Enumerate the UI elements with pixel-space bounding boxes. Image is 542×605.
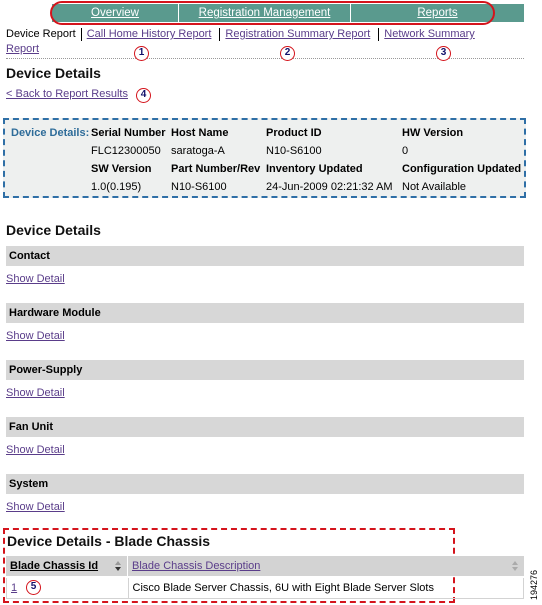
header-inventory-updated: Inventory Updated (266, 163, 363, 175)
show-detail-hardware-module-link[interactable]: Show Detail (6, 330, 65, 342)
header-hw-version: HW Version (402, 127, 464, 139)
show-detail-power-supply-link[interactable]: Show Detail (6, 387, 65, 399)
blade-chassis-id-link[interactable]: 1 (11, 582, 18, 594)
value-product-id: N10-S6100 (266, 145, 322, 157)
header-host-name: Host Name (171, 127, 229, 139)
sort-arrows-icon[interactable] (511, 560, 519, 572)
callout-number-5: 5 (26, 580, 41, 595)
separator (378, 28, 379, 41)
section-header-hardware-module: Hardware Module (6, 303, 524, 323)
value-host-name: saratoga-A (171, 145, 225, 157)
page-title: Device Details (6, 65, 101, 81)
column-label: Blade Chassis Id (10, 560, 99, 572)
figure-number: 194276 (529, 569, 539, 600)
separator (219, 28, 220, 41)
tab-registration-management[interactable]: Registration Management (179, 4, 351, 22)
callout-number-1: 1 (134, 46, 149, 61)
blade-chassis-table-header (6, 556, 524, 576)
column-header-blade-chassis-description[interactable] (128, 556, 524, 576)
sub-navigation (6, 27, 506, 57)
value-inventory-updated: 24-Jun-2009 02:21:32 AM (266, 181, 393, 193)
subtab-device-report: Device Report (6, 28, 76, 40)
callout-number-4: 4 (136, 88, 151, 103)
tab-overview[interactable]: Overview (52, 4, 179, 22)
value-hw-version: 0 (402, 145, 409, 157)
section-heading: Device Details (6, 222, 101, 238)
section-header-fan-unit: Fan Unit (6, 417, 524, 437)
header-serial-number: Serial Number (91, 127, 166, 139)
show-detail-fan-unit-link[interactable]: Show Detail (6, 444, 65, 456)
value-part-number-rev: N10-S6100 (171, 181, 227, 193)
header-configuration-updated: Configuration Updated (402, 163, 522, 175)
header-part-number-rev: Part Number/Rev (171, 163, 261, 175)
section-header-contact: Contact (6, 246, 524, 266)
table-row (6, 578, 524, 599)
value-configuration-updated: Not Available (402, 181, 467, 193)
header-sw-version: SW Version (91, 163, 152, 175)
device-summary-panel (3, 118, 526, 198)
section-header-system: System (6, 474, 524, 494)
sort-arrows-icon[interactable] (114, 560, 122, 572)
device-details-label: Device Details: (11, 127, 90, 139)
column-header-blade-chassis-id[interactable] (6, 556, 128, 576)
back-to-report-results-link[interactable]: < Back to Report Results (6, 88, 128, 100)
show-detail-system-link[interactable]: Show Detail (6, 501, 65, 513)
section-header-power-supply: Power-Supply (6, 360, 524, 380)
callout-oval-top-nav (50, 1, 495, 25)
subtab-network-summary-report[interactable]: Network Summary Report (6, 28, 475, 55)
value-serial-number: FLC12300050 (91, 145, 161, 157)
callout-number-2: 2 (280, 46, 295, 61)
column-label: Blade Chassis Description (132, 560, 261, 572)
value-sw-version: 1.0(0.195) (91, 181, 142, 193)
tab-reports[interactable]: Reports (417, 7, 458, 19)
cell-blade-chassis-description: Cisco Blade Server Chassis, 6U with Eight Blade Server Slots (132, 582, 434, 594)
subtab-registration-summary-report[interactable]: Registration Summary Report (225, 28, 371, 40)
subtab-call-home-history-report[interactable]: Call Home History Report (86, 28, 212, 40)
blade-chassis-title: Device Details - Blade Chassis (7, 533, 211, 549)
separator (81, 28, 82, 41)
header-product-id: Product ID (266, 127, 322, 139)
callout-number-3: 3 (436, 46, 451, 61)
show-detail-contact-link[interactable]: Show Detail (6, 273, 65, 285)
